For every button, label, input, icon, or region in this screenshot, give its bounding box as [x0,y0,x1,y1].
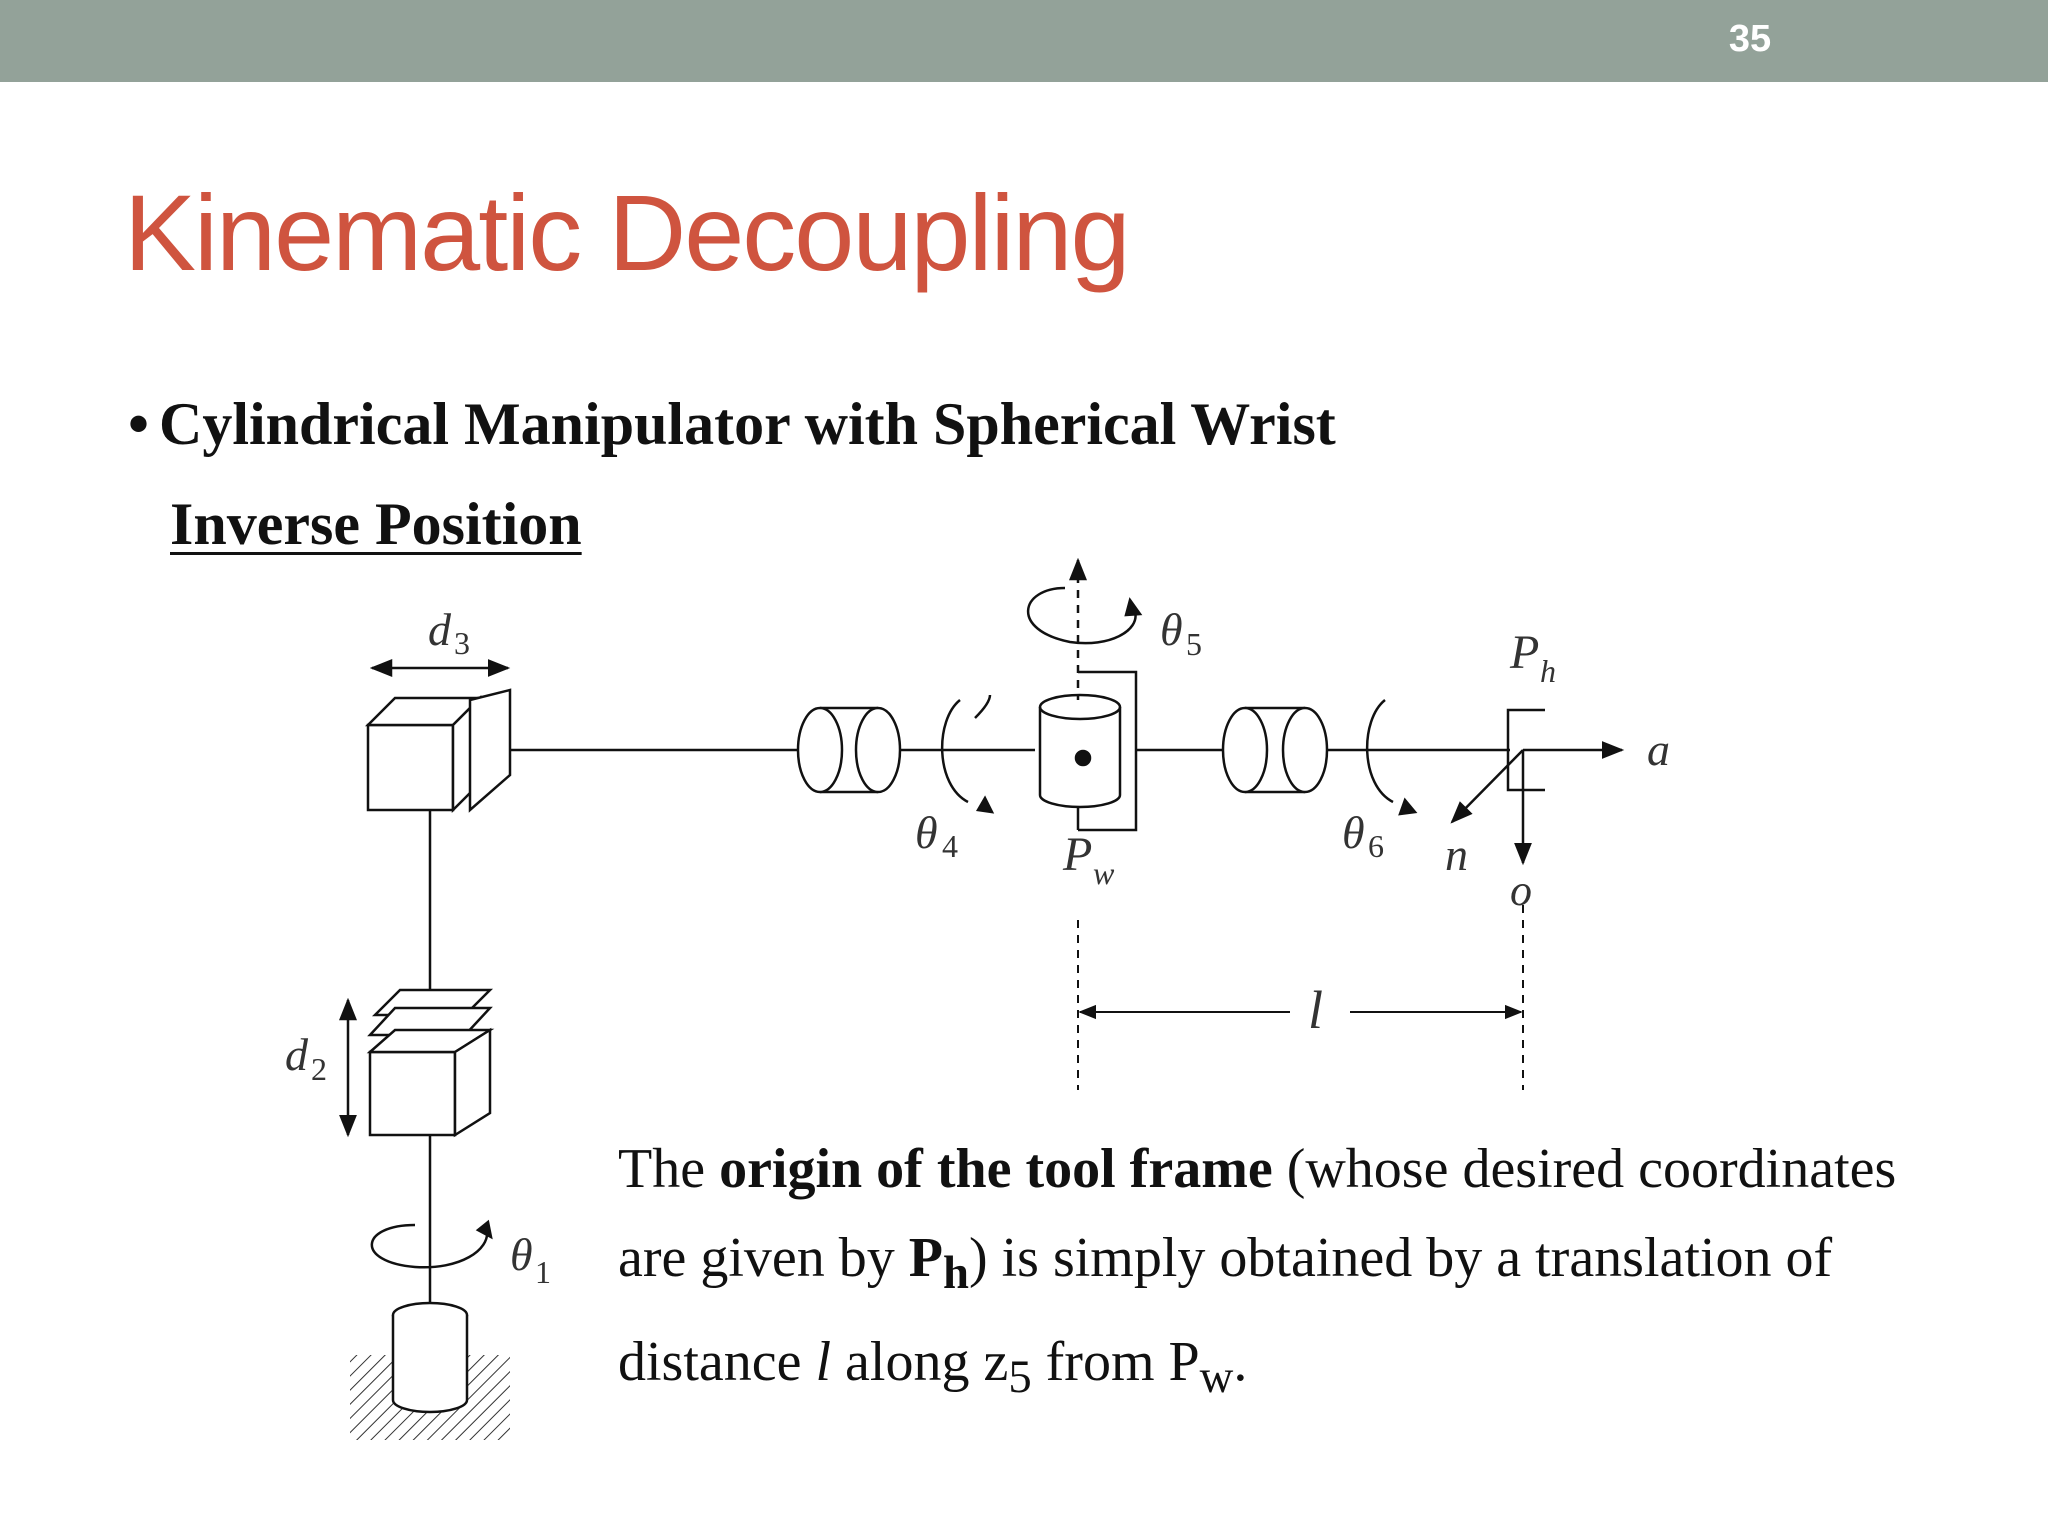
label-l: l [1308,980,1324,1040]
slide-number: 35 [1728,18,1772,60]
caption-part: ) is simply obtained by a translation of distance [618,1227,1833,1394]
bullet-dot: • [128,391,150,457]
label-d3-sub: 3 [454,625,470,661]
label-theta6-sub: 6 [1368,828,1384,864]
subheading: Inverse Position [170,491,582,557]
label-n: n [1445,829,1468,880]
label-ph-sub: h [1540,653,1556,689]
bullet-text: Cylindrical Manipulator with Spherical Wrist [159,391,1336,457]
label-pw-sub: w [1093,855,1115,891]
label-theta6: θ [1342,807,1365,858]
caption-z-sub: 5 [1008,1351,1032,1404]
caption-text [618,1125,1948,1422]
label-theta4-sub: 4 [942,828,958,864]
distance-indicator [1078,905,1523,1090]
label-theta4: θ [915,807,938,858]
label-d3: d [428,604,451,655]
caption-part: . [1233,1331,1248,1394]
label-pw: P [1063,828,1093,881]
label-theta5: θ [1160,604,1183,655]
arm-and-wrist [510,560,1622,863]
caption-ph-sub: h [943,1247,969,1300]
label-theta5-sub: 5 [1186,626,1202,662]
label-theta1-sub: 1 [535,1254,551,1290]
label-a: a [1647,724,1670,775]
caption-l: l [815,1331,832,1394]
caption-part: from P [1031,1331,1200,1394]
label-d2: d [285,1029,308,1080]
caption-bold: origin of the tool frame [719,1138,1273,1200]
slide-title: Kinematic Decoupling [124,172,1129,293]
caption-pw-sub: w [1199,1351,1234,1404]
caption-part: The [618,1138,720,1200]
base-column [348,668,510,1440]
caption-ph-letter: P [908,1227,943,1289]
label-ph: P [1510,626,1540,679]
label-theta1: θ [510,1229,533,1280]
label-d2-sub: 2 [311,1051,327,1087]
caption-ph [908,1227,969,1300]
caption-part: (whose desired coordinates are given by [618,1138,1897,1289]
caption-part: along z [831,1331,1009,1394]
label-o: o [1510,866,1532,915]
